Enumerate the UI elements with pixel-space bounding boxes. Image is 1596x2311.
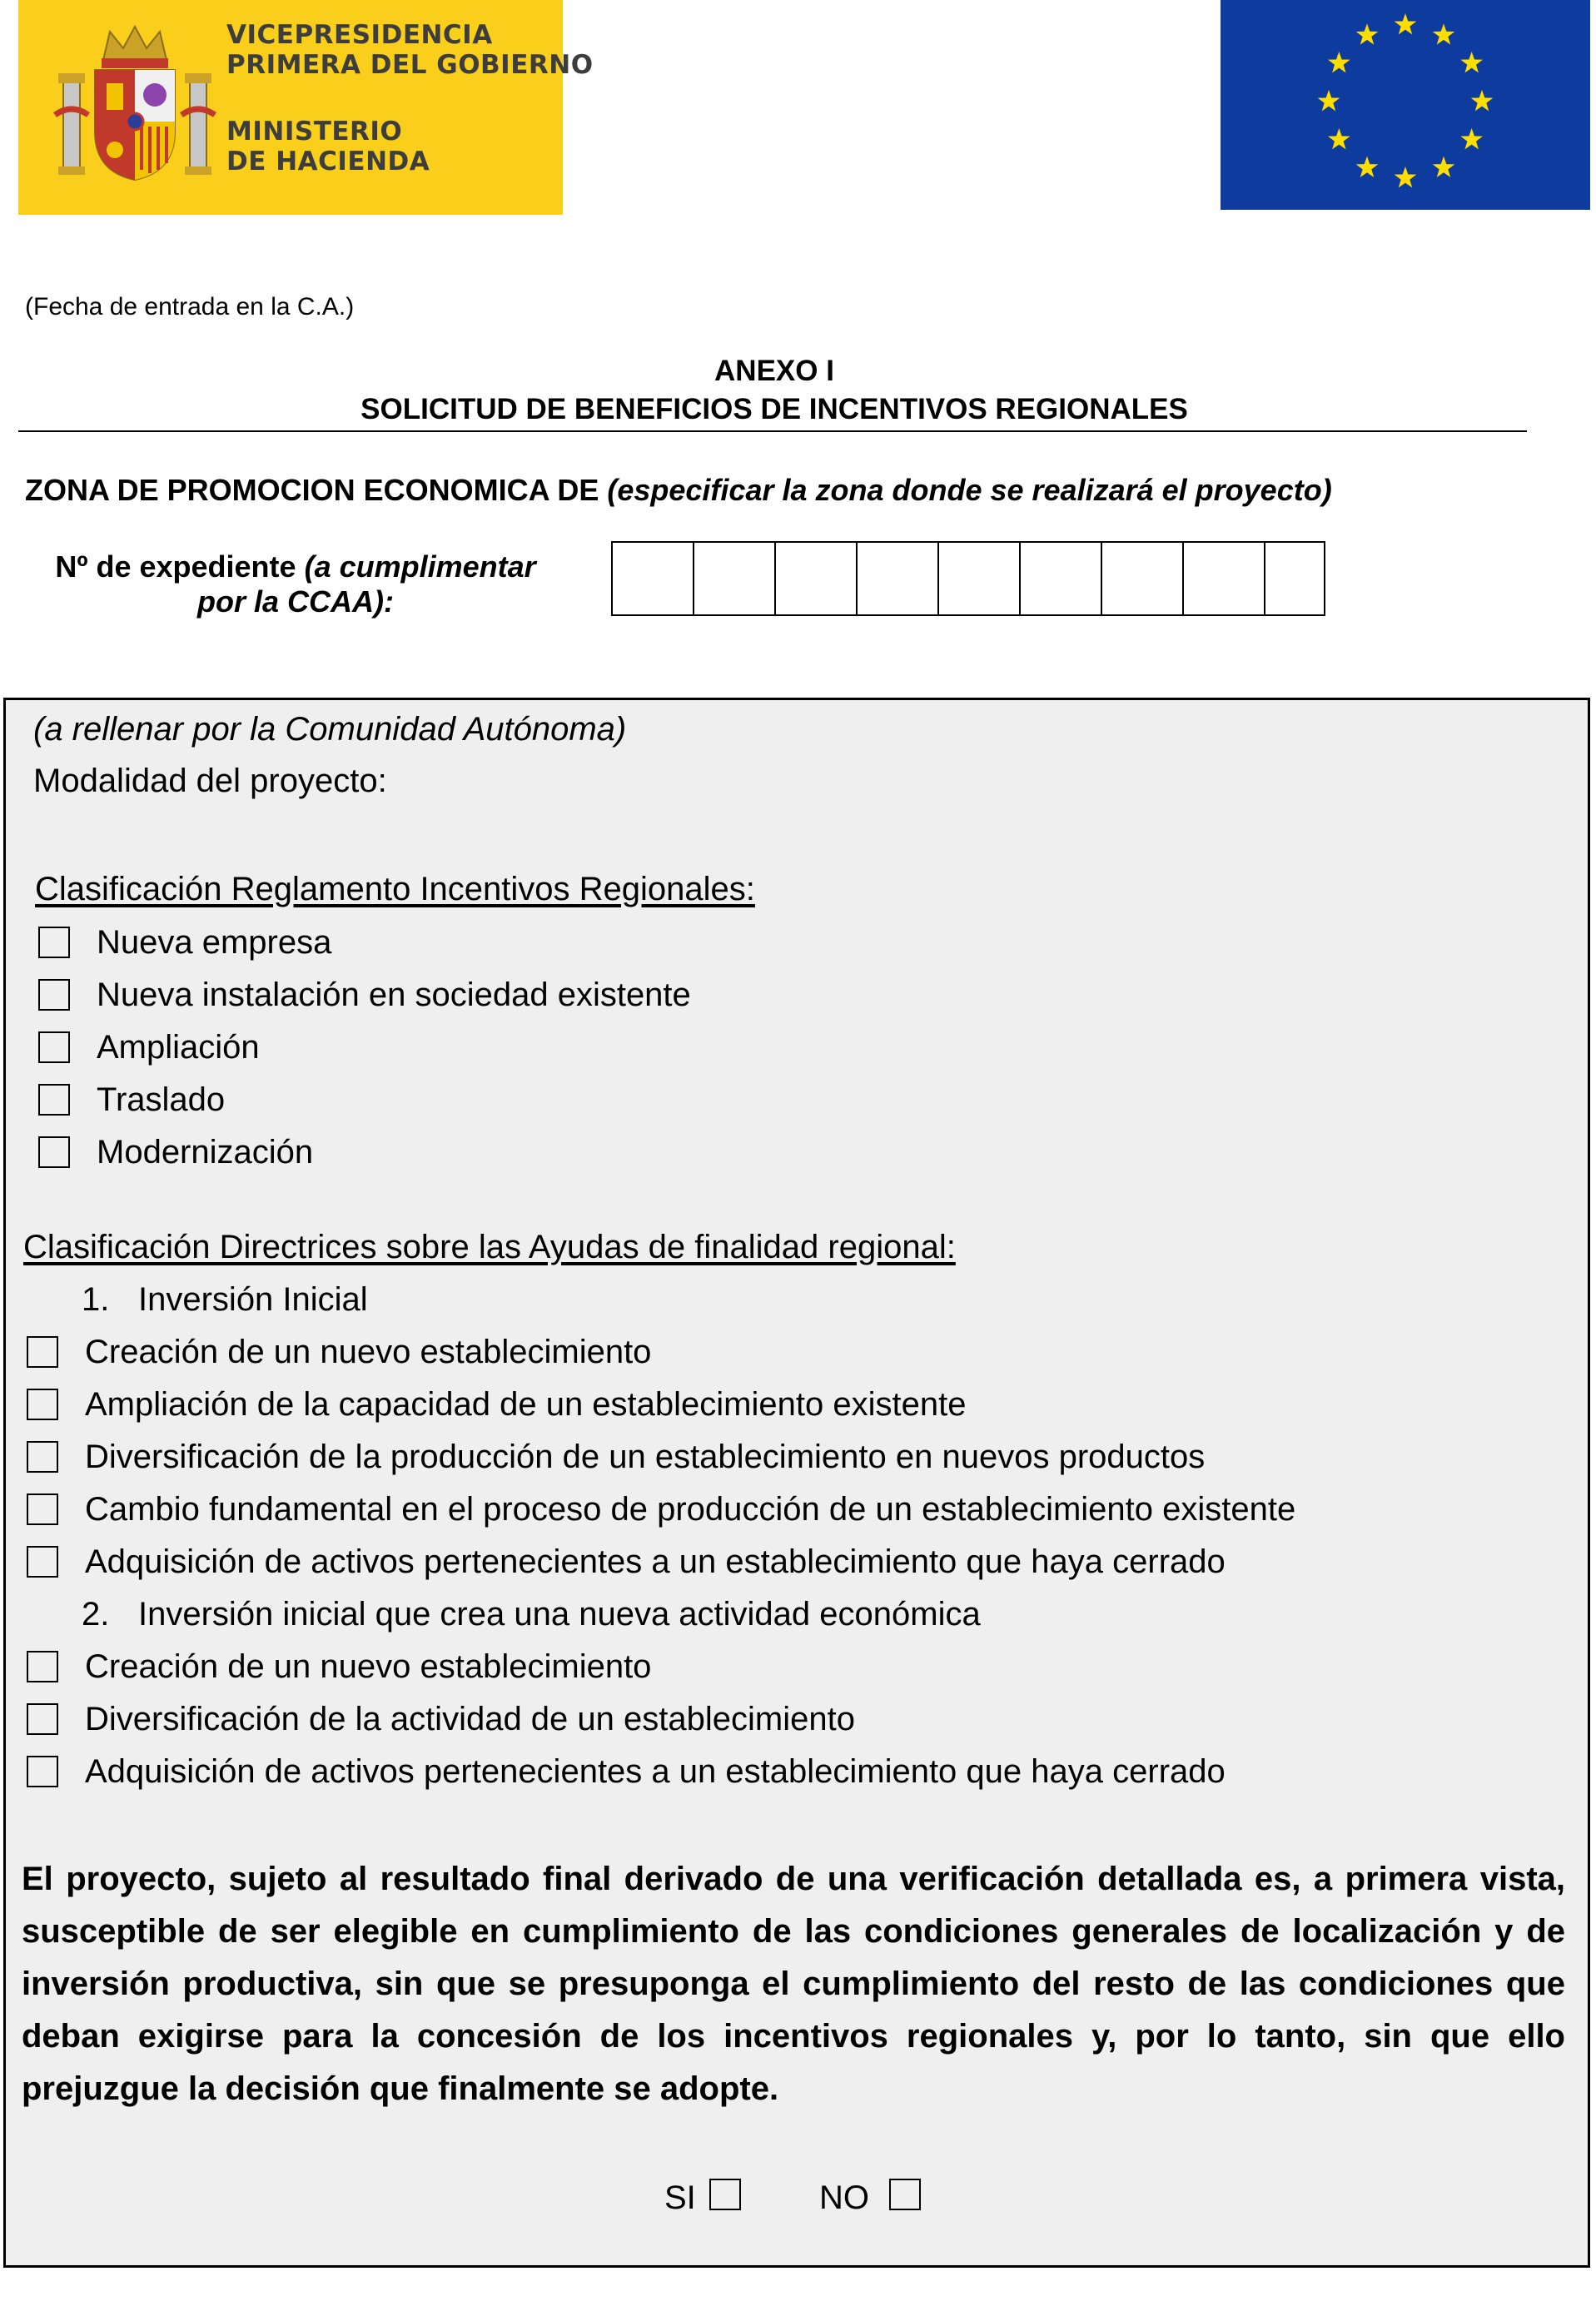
coat-of-arms-icon xyxy=(52,23,218,186)
eu-star-icon xyxy=(1328,128,1350,149)
fecha-entrada-label: (Fecha de entrada en la C.A.) xyxy=(25,293,355,321)
expediente-digit-box[interactable] xyxy=(776,543,858,614)
reglamento-heading: Clasificación Reglamento Incentivos Regionales: xyxy=(35,871,755,907)
checkbox-traslado[interactable] xyxy=(38,1084,70,1116)
checkbox-g2-creacion[interactable] xyxy=(27,1651,58,1682)
group2-title: Inversión inicial que crea una nueva actividad económica xyxy=(138,1596,981,1633)
eu-star-icon xyxy=(1356,157,1379,177)
ministry-logo-text-bottom: MINISTERIO DE HACIENDA xyxy=(226,117,430,176)
title-divider xyxy=(18,430,1527,432)
expediente-hint-2: por la CCAA): xyxy=(197,584,394,619)
checkbox-nueva-instalacion[interactable] xyxy=(38,979,70,1011)
eu-star-icon xyxy=(1460,52,1483,72)
checkbox-g1-diversificacion[interactable] xyxy=(27,1441,58,1473)
eu-stars-icon xyxy=(1221,0,1590,210)
option-label: Adquisición de activos pertenecientes a un establecimiento que haya cerrado xyxy=(85,1753,1226,1790)
expediente-digit-box[interactable] xyxy=(939,543,1021,614)
zona-hint: (especificar la zona donde se realizará el proyecto) xyxy=(607,473,1332,507)
expediente-digit-box[interactable] xyxy=(1102,543,1184,614)
option-label: Modernización xyxy=(97,1134,314,1170)
expediente-digit-box[interactable] xyxy=(1184,543,1265,614)
group2-number: 2. xyxy=(82,1596,110,1633)
option-label: Ampliación de la capacidad de un establecimiento existente xyxy=(85,1386,967,1423)
group1-title: Inversión Inicial xyxy=(138,1281,368,1318)
option-label: Traslado xyxy=(97,1081,226,1118)
expediente-digit-box[interactable] xyxy=(858,543,939,614)
checkbox-g1-ampliacion[interactable] xyxy=(27,1389,58,1420)
zona-label: ZONA DE PROMOCION ECONOMICA DE xyxy=(25,473,599,507)
checkbox-ampliacion[interactable] xyxy=(38,1031,70,1063)
option-label: Creación de un nuevo establecimiento xyxy=(85,1648,652,1685)
ministry-logo xyxy=(18,0,594,215)
checkbox-si[interactable] xyxy=(709,2179,741,2210)
expediente-hint-1: (a cumplimentar xyxy=(304,549,536,584)
directrices-heading: Clasificación Directrices sobre las Ayudas de finalidad regional: xyxy=(23,1229,956,1265)
option-label: Adquisición de activos pertenecientes a un establecimiento que haya cerrado xyxy=(85,1543,1226,1580)
ccaa-note: (a rellenar por la Comunidad Autónoma) xyxy=(33,711,627,748)
option-label: Nueva instalación en sociedad existente xyxy=(97,977,691,1013)
checkbox-modernizacion[interactable] xyxy=(38,1136,70,1168)
eu-star-icon xyxy=(1433,23,1455,44)
option-label: Ampliación xyxy=(97,1029,260,1066)
checkbox-g2-diversificacion[interactable] xyxy=(27,1703,58,1735)
expediente-title: Nº de expediente xyxy=(55,549,296,584)
checkbox-nueva-empresa[interactable] xyxy=(38,927,70,958)
eu-star-icon xyxy=(1395,166,1417,187)
option-label: Cambio fundamental en el proceso de producción de un establecimiento existente xyxy=(85,1491,1296,1528)
eu-star-icon xyxy=(1328,52,1350,72)
expediente-number-boxes xyxy=(611,541,1325,616)
expediente-digit-box[interactable] xyxy=(613,543,694,614)
expediente-digit-box[interactable] xyxy=(1021,543,1102,614)
annex-title: ANEXO I xyxy=(714,355,834,387)
modalidad-label: Modalidad del proyecto: xyxy=(33,763,387,799)
eu-star-icon xyxy=(1318,90,1340,111)
option-label: Nueva empresa xyxy=(97,924,332,961)
group1-number: 1. xyxy=(82,1281,110,1318)
option-label: Creación de un nuevo establecimiento xyxy=(85,1334,652,1370)
checkbox-no[interactable] xyxy=(889,2179,921,2210)
eu-star-icon xyxy=(1471,90,1494,111)
checkbox-g1-adquisicion[interactable] xyxy=(27,1546,58,1578)
expediente-label xyxy=(25,549,566,619)
zona-promocion-label xyxy=(25,473,1332,508)
si-label: SI xyxy=(664,2179,696,2216)
form-title: SOLICITUD DE BENEFICIOS DE INCENTIVOS REGIONALES xyxy=(360,393,1188,425)
ministry-logo-text-top: VICEPRESIDENCIA PRIMERA DEL GOBIERNO xyxy=(226,20,594,80)
option-label: Diversificación de la actividad de un establecimiento xyxy=(85,1701,855,1737)
eligibility-statement: El proyecto, sujeto al resultado final derivado de una verificación detallada es, a primera vista, susceptible de ser elegible en cumplimiento de las condiciones generales de localización y de inversión productiva, sin que se presuponga el cumplimiento del resto de las condiciones que deban exigirse para la concesión de los incentivos regionales y, por lo tanto, sin que ello prejuzgue la decisión que finalmente se adopte. xyxy=(22,1861,1565,2107)
no-label: NO xyxy=(819,2179,869,2216)
eu-star-icon xyxy=(1356,23,1379,44)
eu-star-icon xyxy=(1460,128,1483,149)
checkbox-g1-cambio-fundamental[interactable] xyxy=(27,1493,58,1525)
eu-flag xyxy=(1221,0,1590,210)
checkbox-g1-creacion[interactable] xyxy=(27,1336,58,1368)
expediente-digit-box[interactable] xyxy=(1265,543,1324,614)
expediente-digit-box[interactable] xyxy=(694,543,776,614)
eu-star-icon xyxy=(1395,13,1417,34)
checkbox-g2-adquisicion[interactable] xyxy=(27,1756,58,1787)
eu-star-icon xyxy=(1433,157,1455,177)
option-label: Diversificación de la producción de un establecimiento en nuevos productos xyxy=(85,1439,1206,1475)
